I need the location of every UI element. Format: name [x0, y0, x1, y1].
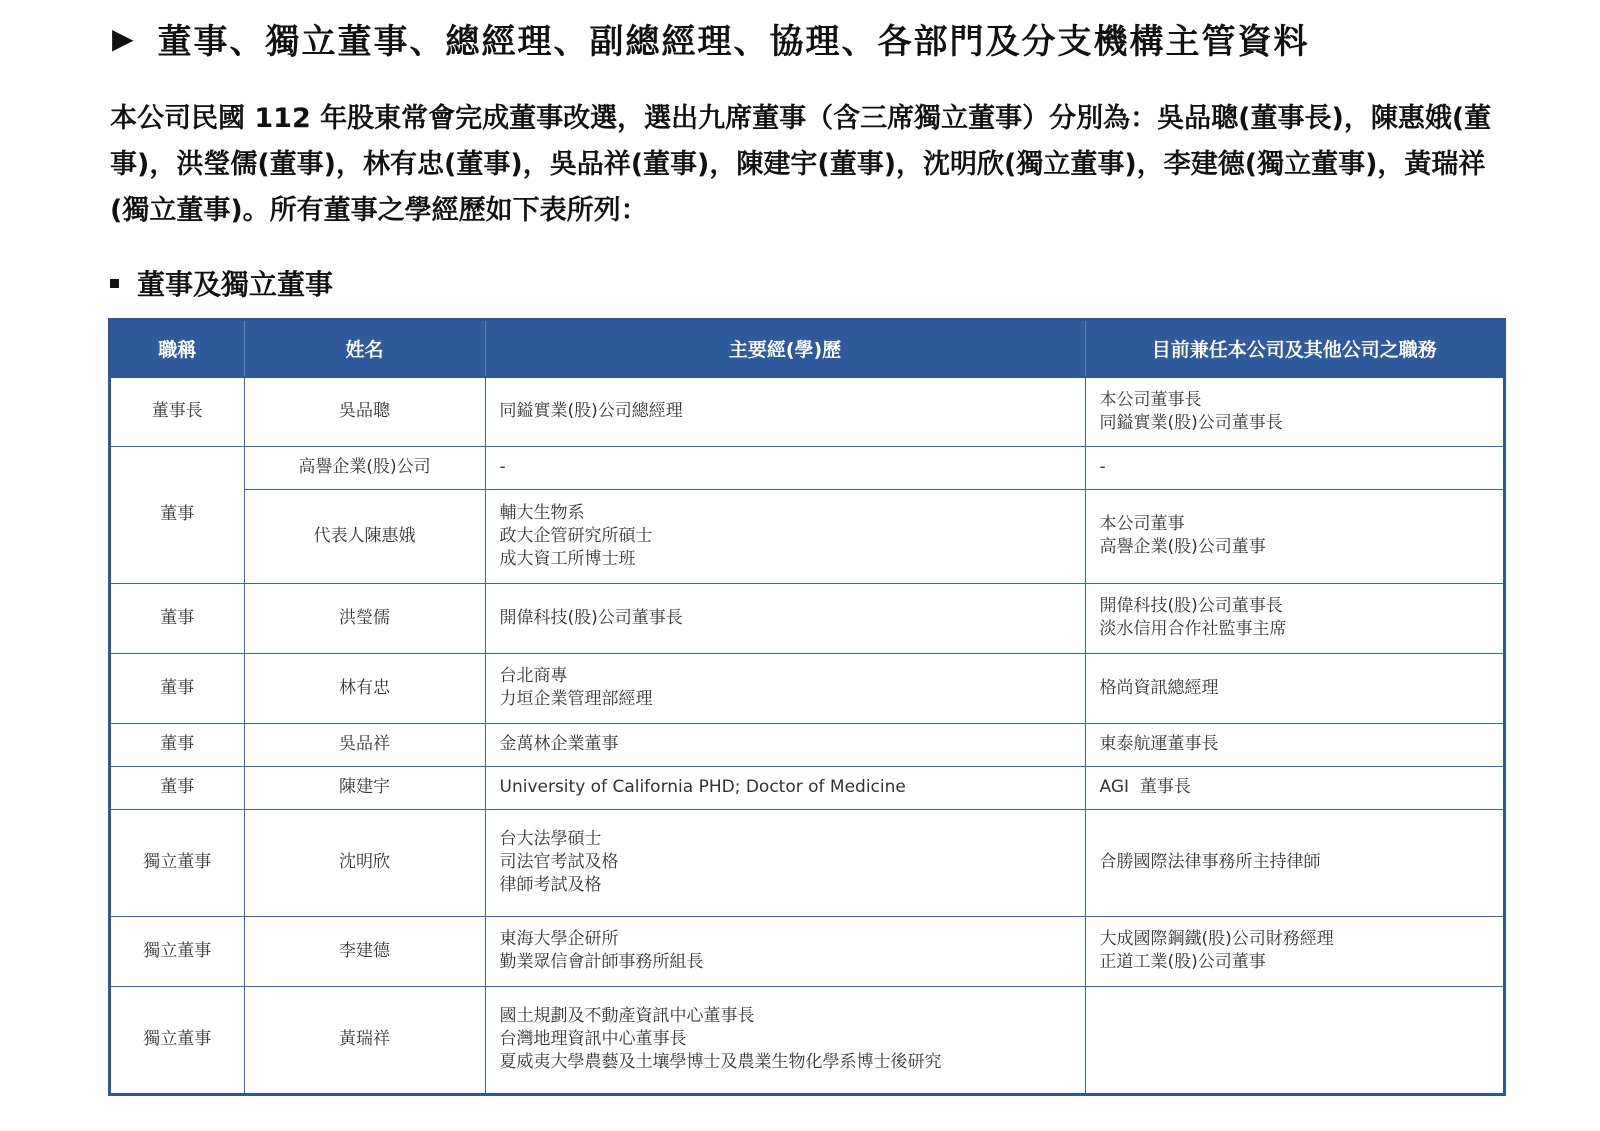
row-education	[485, 766, 1085, 809]
row-title: 董事長	[111, 377, 244, 446]
section-title-text: 董事、獨立董事、總經理、副總經理、協理、各部門及分支機構主管資料	[157, 22, 1310, 62]
position-line: 格尚資訊總經理	[1099, 677, 1219, 698]
row-positions	[1085, 653, 1503, 723]
position-line: 本公司董事長	[1099, 389, 1202, 410]
row-title: 獨立董事	[111, 809, 244, 916]
row-name: 沈明欣	[244, 809, 485, 916]
subheading-text: 董事及獨立董事	[137, 268, 334, 301]
table-row	[111, 809, 1503, 916]
position-line: 開偉科技(股)公司董事長	[1099, 596, 1283, 616]
education-line: 勤業眾信會計師事務所組長	[499, 952, 704, 972]
row-name: 洪瑩儒	[244, 583, 485, 653]
row-education	[485, 916, 1085, 986]
table-row	[111, 653, 1503, 723]
education-line: 司法官考試及格	[499, 852, 619, 872]
education-line: 政大企管研究所碩士	[499, 525, 653, 546]
position-line: 大成國際鋼鐵(股)公司財務經理	[1099, 929, 1334, 949]
education-line: 成大資工所博士班	[499, 548, 636, 569]
square-bullet-icon	[110, 279, 119, 288]
education-line: -	[499, 457, 506, 477]
row-title: 獨立董事	[111, 916, 244, 986]
row-title: 董事	[111, 653, 244, 723]
education-line: 開偉科技(股)公司董事長	[499, 607, 683, 628]
row-positions	[1085, 489, 1503, 583]
table-row	[111, 916, 1503, 986]
row-education	[485, 377, 1085, 446]
row-name: 林有忠	[244, 653, 485, 723]
table-row	[111, 986, 1503, 1093]
position-line: -	[1099, 457, 1106, 477]
row-education	[485, 809, 1085, 916]
row-name: 李建德	[244, 916, 485, 986]
row-education	[485, 583, 1085, 653]
directors-table	[108, 318, 1506, 1096]
row-name: 黃瑞祥	[244, 986, 485, 1093]
row-education	[485, 653, 1085, 723]
table-row	[111, 723, 1503, 766]
row-title: 董事	[111, 446, 244, 583]
position-line: 同鎰實業(股)公司董事長	[1099, 412, 1283, 433]
section-title	[112, 14, 1310, 63]
row-name: 代表人陳惠娥	[244, 489, 485, 583]
row-positions	[1085, 583, 1503, 653]
education-line: 台北商專	[499, 666, 568, 686]
position-line: 合勝國際法律事務所主持律師	[1099, 852, 1321, 872]
row-positions	[1085, 723, 1503, 766]
row-name: 吳品聰	[244, 377, 485, 446]
row-education	[485, 986, 1085, 1093]
education-line: 夏威夷大學農藝及土壤學博士及農業生物化學系博士後研究	[499, 1052, 942, 1073]
row-title: 獨立董事	[111, 986, 244, 1093]
header-title: 職稱	[111, 321, 244, 377]
education-line: 台灣地理資訊中心董事長	[499, 1029, 687, 1050]
subheading	[110, 263, 333, 303]
table-row	[111, 446, 1503, 489]
header-education: 主要經(學)歷	[485, 321, 1085, 377]
position-line: 高譽企業(股)公司董事	[1099, 537, 1266, 557]
education-line: 台大法學碩士	[499, 829, 602, 849]
position-line: 淡水信用合作社監事主席	[1099, 619, 1287, 639]
education-line: 金萬林企業董事	[499, 734, 619, 754]
row-name: 陳建宇	[244, 766, 485, 809]
position-line: AGI 董事長	[1099, 777, 1191, 797]
table-row	[111, 583, 1503, 653]
table-row	[111, 489, 1503, 583]
row-positions	[1085, 377, 1503, 446]
row-name: 吳品祥	[244, 723, 485, 766]
row-positions	[1085, 766, 1503, 809]
education-line: 國土規劃及不動產資訊中心董事長	[499, 1006, 755, 1027]
table-header-row	[111, 321, 1503, 377]
education-line: 律師考試及格	[499, 875, 602, 895]
row-positions	[1085, 986, 1503, 1093]
row-title: 董事	[111, 583, 244, 653]
row-education	[485, 446, 1085, 489]
education-line: University of California PHD; Doctor of Medicine	[499, 777, 906, 797]
play-triangle-icon: ▶	[112, 22, 136, 55]
row-education	[485, 489, 1085, 583]
position-line: 正道工業(股)公司董事	[1099, 952, 1266, 972]
row-title: 董事	[111, 766, 244, 809]
education-line: 同鎰實業(股)公司總經理	[499, 401, 683, 422]
row-positions	[1085, 916, 1503, 986]
row-positions	[1085, 809, 1503, 916]
row-name: 高譽企業(股)公司	[244, 446, 485, 489]
position-line: 東泰航運董事長	[1099, 734, 1219, 754]
row-title: 董事	[111, 723, 244, 766]
header-positions: 目前兼任本公司及其他公司之職務	[1085, 321, 1503, 377]
education-line: 力垣企業管理部經理	[499, 689, 653, 709]
row-education	[485, 723, 1085, 766]
intro-paragraph: 本公司民國 112 年股東常會完成董事改選，選出九席董事（含三席獨立董事）分別為：吳品聰(董事長)，陳惠娥(董事)，洪瑩儒(董事)，林有忠(董事)，吳品祥(董事)，陳建宇(董事)，沈明欣(獨立董事)，李建德(獨立董事)，黃瑞祥(獨立董事)。所有董事之學經歷如下表所列：	[110, 103, 1492, 226]
education-line: 東海大學企研所	[499, 929, 619, 949]
table-row	[111, 377, 1503, 446]
header-name: 姓名	[244, 321, 485, 377]
education-line: 輔大生物系	[499, 502, 585, 523]
row-positions	[1085, 446, 1503, 489]
position-line: 本公司董事	[1099, 514, 1185, 534]
table-row	[111, 766, 1503, 809]
